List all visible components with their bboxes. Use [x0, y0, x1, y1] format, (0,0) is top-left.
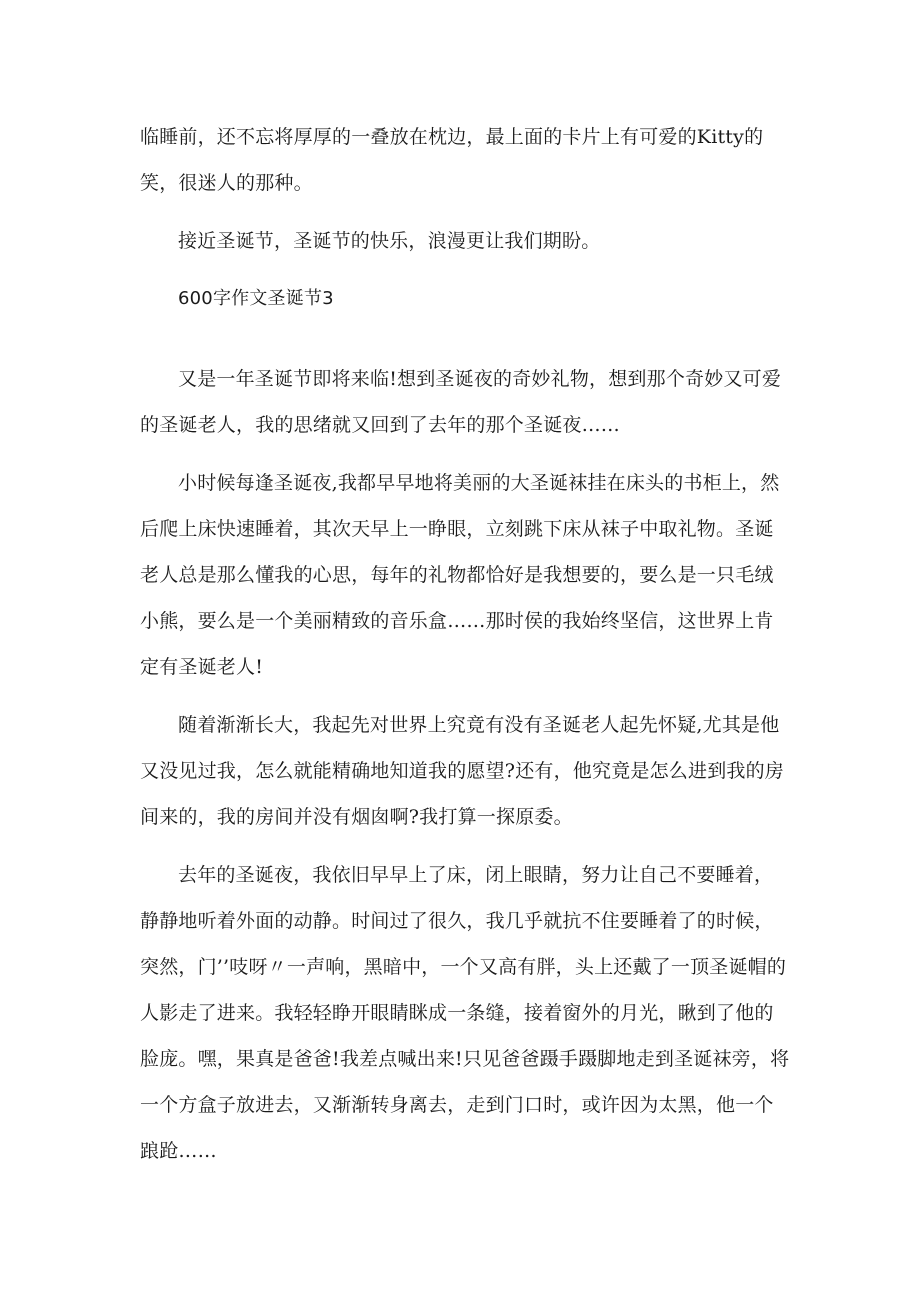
- paragraph-1: 临睡前，还不忘将厚厚的一叠放在枕边，最上面的卡片上有可爱的Kitty的笑，很迷人的那种。: [140, 126, 764, 194]
- paragraph-2: 接近圣诞节，圣诞节的快乐，浪漫更让我们期盼。: [178, 230, 601, 252]
- paragraph-3: 又是一年圣诞节即将来临!想到圣诞夜的奇妙礼物，想到那个奇妙又可爱的圣诞老人，我的思绪就又回到了去年的那个圣诞夜……: [140, 368, 782, 436]
- paragraph-6: 去年的圣诞夜，我依旧早早上了床，闭上眼睛，努力让自己不要睡着，静静地听着外面的动静。时间过了很久，我几乎就抗不住要睡着了的时候，突然，门’’吱呀〃一声响，黑暗中，一个又高有胖，头上还戴了一顶圣诞帽的人影走了进来。我轻轻睁开眼睛眯成一条缝，接着窗外的月光，瞅到了他的脸庞。嘿，果真是爸爸!我差点喊出来!只见爸爸蹑手蹑脚地走到圣诞袜旁，将一个方盒子放进去，又渐渐转身离去，走到门口时，或许因为太黑，他一个踉跄……: [140, 864, 790, 1162]
- document-body: [140, 114, 790, 1174]
- paragraph-4: 小时候每逢圣诞夜,我都早早地将美丽的大圣诞袜挂在床头的书柜上，然后爬上床快速睡着，其次天早上一睁眼，立刻跳下床从袜子中取礼物。圣诞老人总是那么懂我的心思，每年的礼物都恰好是我想要的，要么是一只毛绒小熊，要么是一个美丽精致的音乐盒……那时侯的我始终坚信，这世界上肯定有圣诞老人!: [140, 472, 780, 678]
- section-heading: 600字作文圣诞节3: [178, 288, 334, 309]
- paragraph-5: 随着渐渐长大，我起先对世界上究竟有没有圣诞老人起先怀疑,尤其是他又没见过我，怎么就能精确地知道我的愿望?还有，他究竟是怎么进到我的房间来的，我的房间并没有烟囱啊?我打算一探原委。: [140, 714, 784, 828]
